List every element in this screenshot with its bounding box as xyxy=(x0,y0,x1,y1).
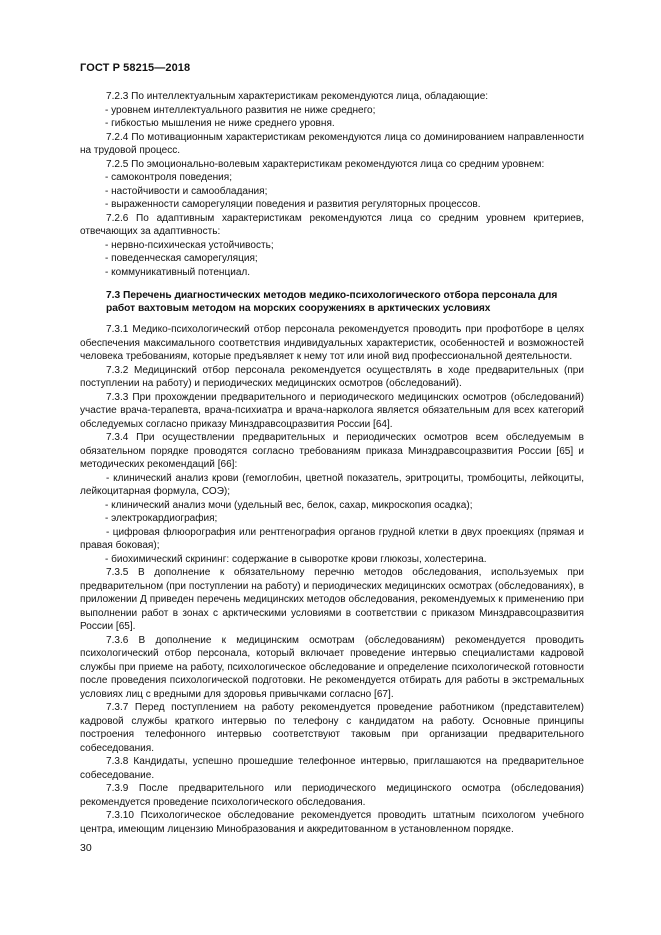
list-item: - настойчивости и самообладания; xyxy=(105,185,268,197)
paragraph: 7.3.10 Психологическое обследование рекомендуется проводить штатным психологом учебного центра, имеющим лицензию Минобразования и аккредитованном в установленном порядке. xyxy=(80,810,584,835)
paragraph: 7.2.3 По интеллектуальным характеристикам рекомендуются лица, обладающие: xyxy=(106,91,489,102)
list-item: - уровнем интеллектуального развития не ниже среднего; xyxy=(105,104,376,116)
paragraph: 7.2.4 По мотивационным характеристикам рекомендуются лица со доминированием направленности на трудовой процесс. xyxy=(80,131,584,156)
document-header: ГОСТ Р 58215—2018 xyxy=(80,62,191,74)
paragraph: 7.3.9 После предварительного или периодического медицинского осмотра (обследования) рекомендуется проведение психологического обследования. xyxy=(80,783,584,808)
paragraph: 7.3.1 Медико-психологический отбор персонала рекомендуется проводить при профотборе в целях обеспечения максимального соответствия индивидуальных характеристик, особенностей и возможностей человека требованиям, которые предъявляет к нему тот или иной вид профессиональной деятельности. xyxy=(80,324,584,362)
list-item: - выраженности саморегуляции поведения и развития регуляторных процессов. xyxy=(105,199,481,210)
list-item: - нервно-психическая устойчивость; xyxy=(105,239,274,251)
paragraph: 7.2.5 По эмоционально-волевым характеристикам рекомендуются лица со средним уровнем: xyxy=(106,158,545,170)
paragraph: 7.2.6 По адаптивным характеристикам рекомендуются лица со средним уровнем критериев, отвечающих за адаптивность: xyxy=(80,212,584,237)
page-number: 30 xyxy=(80,842,92,854)
paragraph: 7.3.5 В дополнение к обязательному перечню методов обследования, используемых при предварительном (при поступлении на работу) и периодических медицинских осмотрах (обследованиях), в приложении Д приведен перечень медицинских методов обследования, рекомендуемых к применению при выполнении работ в зонах с арктическими условиями в соответствии с приказом Минздравсоцразвития России [65]. xyxy=(80,567,584,632)
list-item: - гибкостью мышления не ниже среднего уровня. xyxy=(105,118,335,129)
list-item: - биохимический скрининг: содержание в сыворотке крови глюкозы, холестерина. xyxy=(105,553,487,565)
list-item: - клинический анализ мочи (удельный вес, белок, сахар, микроскопия осадка); xyxy=(105,499,473,511)
paragraph: 7.3.6 В дополнение к медицинским осмотрам (обследованиям) рекомендуется проводить психологический отбор персонала, который включает проведение интервью специалистами кадровой службы при приеме на работу, психологическое обследование и определение психологической готовности после проведения психологической подготовки. Не рекомендуется отбирать для работы в экстремальных условиях лиц с вредными для здоровья привычками согласно [67]. xyxy=(80,634,584,700)
list-item: - электрокардиография; xyxy=(105,513,218,524)
list-item: - коммуникативный потенциал. xyxy=(105,266,251,278)
document-body xyxy=(80,90,584,836)
list-item: - цифровая флюорография или рентгенография органов грудной клетки в двух проекциях (прямая и правая боковая); xyxy=(80,526,584,551)
paragraph: 7.3.3 При прохождении предварительного и периодического медицинских осмотров (обследований) участие врача-терапевта, врача-психиатра и врача-нарколога является обязательным для всех категорий обследуемых согласно приказу Минздравсоцразвития России [64]. xyxy=(80,391,584,430)
paragraph: 7.3.7 Перед поступлением на работу рекомендуется проведение работником (представителем) кадровой службы краткого интервью по телефону с кандидатом на работу. Основные принципы построения телефонного интервью соответствуют таковым при организации предварительного собеседования. xyxy=(80,702,584,754)
section-heading: 7.3 Перечень диагностических методов медико-психологического отбора персонала для работ вахтовым методом на морских сооружениях в арктических условиях xyxy=(106,290,558,314)
paragraph: 7.3.2 Медицинский отбор персонала рекомендуется осуществлять в ходе предварительных (при поступлении на работу) и периодических медицинских осмотров (обследований). xyxy=(80,364,584,389)
paragraph: 7.3.4 При осуществлении предварительных и периодических осмотров всем обследуемым в обязательном порядке проводятся согласно требованиям приказа Минздравсоцразвития России [65] и методических рекомендаций [66]: xyxy=(80,432,584,470)
list-item: - поведенческая саморегуляция; xyxy=(105,253,258,264)
list-item: - самоконтроля поведения; xyxy=(105,172,232,183)
paragraph: 7.3.8 Кандидаты, успешно прошедшие телефонное интервью, приглашаются на предварительное собеседование. xyxy=(80,756,584,781)
list-item: - клинический анализ крови (гемоглобин, цветной показатель, эритроциты, тромбоциты, лейкоциты, лейкоцитарная формула, СОЭ); xyxy=(80,472,584,497)
